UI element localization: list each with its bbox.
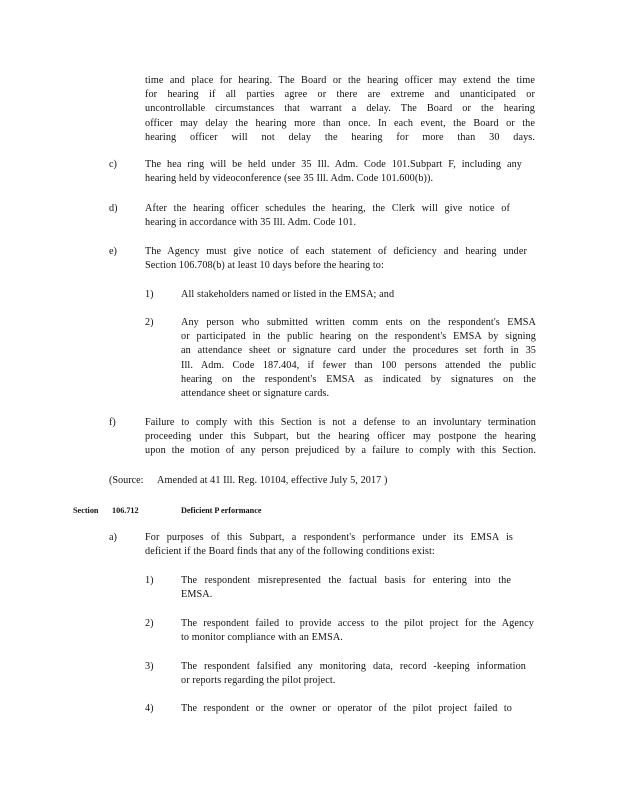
text-line: hearing held by videoconference (see 35 Ill. Adm. Code 101.600(b)). <box>145 173 434 185</box>
text-line: upon the motion of any person prejudiced by a failure to comply with this Section. <box>145 445 536 457</box>
item-a-marker: a) <box>109 532 117 543</box>
item-c-marker: c) <box>109 159 117 170</box>
item-a-3-paragraph <box>181 660 526 688</box>
item-a-1-paragraph <box>181 574 511 602</box>
text-line: The respondent falsified any monitoring data, record -keeping information <box>181 661 526 672</box>
text-line: The respondent failed to provide access to the pilot project for the Agency <box>181 618 534 629</box>
item-a-1-marker: 1) <box>145 575 154 586</box>
item-f-marker: f) <box>109 417 116 428</box>
section-number: 106.712 <box>112 506 139 515</box>
section-title: Deficient P erformance <box>181 506 262 515</box>
item-c-paragraph <box>145 158 522 186</box>
item-e-2-paragraph <box>181 316 536 401</box>
text-line: Amended at 41 Ill. Reg. 10104, effective July 5, 2017 ) <box>157 475 388 486</box>
section-label: Section <box>73 506 99 515</box>
text-line: to monitor compliance with an EMSA. <box>181 632 343 644</box>
text-line: time and place for hearing. The Board or the hearing officer may extend the time <box>145 75 535 86</box>
item-d-marker: d) <box>109 203 118 214</box>
item-e-2-marker: 2) <box>145 317 154 328</box>
text-line: Ill. Adm. Code 187.404, if fewer than 100 persons attended the public <box>181 359 536 371</box>
text-line: Failure to comply with this Section is not a defense to an involuntary termination <box>145 417 536 428</box>
text-line: deficient if the Board finds that any of the following conditions exist: <box>145 546 435 558</box>
text-line: officer may delay the hearing more than once. In each event, the Board or the <box>145 117 535 129</box>
item-f-paragraph <box>145 416 536 459</box>
text-line: hearing on the respondent's EMSA as indicated by signatures on the <box>181 373 536 385</box>
item-e-1-marker: 1) <box>145 289 154 300</box>
text-line: for hearing if all parties agree or there are extreme and unanticipated or <box>145 89 535 101</box>
item-a-4-paragraph <box>181 702 512 716</box>
item-a-2-marker: 2) <box>145 618 154 629</box>
text-line: uncontrollable circumstances that warrant a delay. The Board or the hearing <box>145 103 535 115</box>
item-a-paragraph <box>145 531 513 559</box>
text-line: The respondent or the owner or operator of the pilot project failed to <box>181 703 512 714</box>
text-line: an attendance sheet or signature card under the procedures set forth in 35 <box>181 345 536 357</box>
item-e-marker: e) <box>109 246 117 257</box>
item-a-4-marker: 4) <box>145 703 154 714</box>
text-line: or participated in the public hearing on the respondent's EMSA by signing <box>181 331 536 343</box>
source-label: (Source: <box>109 475 144 486</box>
text-line: Any person who submitted written comm ents on the respondent's EMSA <box>181 317 536 328</box>
text-line: hearing in accordance with 35 Ill. Adm. Code 101. <box>145 217 357 229</box>
item-e-1-paragraph <box>181 288 431 302</box>
text-line: or reports regarding the pilot project. <box>181 675 336 687</box>
item-d-paragraph <box>145 202 510 230</box>
text-line: The hea ring will be held under 35 Ill. Adm. Code 101.Subpart F, including any <box>145 159 522 170</box>
source-text <box>157 474 422 488</box>
item-a-3-marker: 3) <box>145 661 154 672</box>
intro-paragraph <box>145 74 535 145</box>
item-a-2-paragraph <box>181 617 534 645</box>
text-line: attendance sheet or signature cards. <box>181 388 330 400</box>
text-line: proceeding under this Subpart, but the hearing officer may postpone the hearing <box>145 431 536 443</box>
text-line: The Agency must give notice of each statement of deficiency and hearing under <box>145 246 527 257</box>
text-line: EMSA. <box>181 589 213 601</box>
text-line: For purposes of this Subpart, a respondent's performance under its EMSA is <box>145 532 513 543</box>
text-line: All stakeholders named or listed in the EMSA; and <box>181 289 395 300</box>
text-line: The respondent misrepresented the factual basis for entering into the <box>181 575 511 586</box>
text-line: hearing officer will not delay the hearing for more than 30 days. <box>145 131 535 143</box>
text-line: After the hearing officer schedules the hearing, the Clerk will give notice of <box>145 203 510 214</box>
item-e-paragraph <box>145 245 527 273</box>
text-line: Section 106.708(b) at least 10 days before the hearing to: <box>145 260 384 272</box>
